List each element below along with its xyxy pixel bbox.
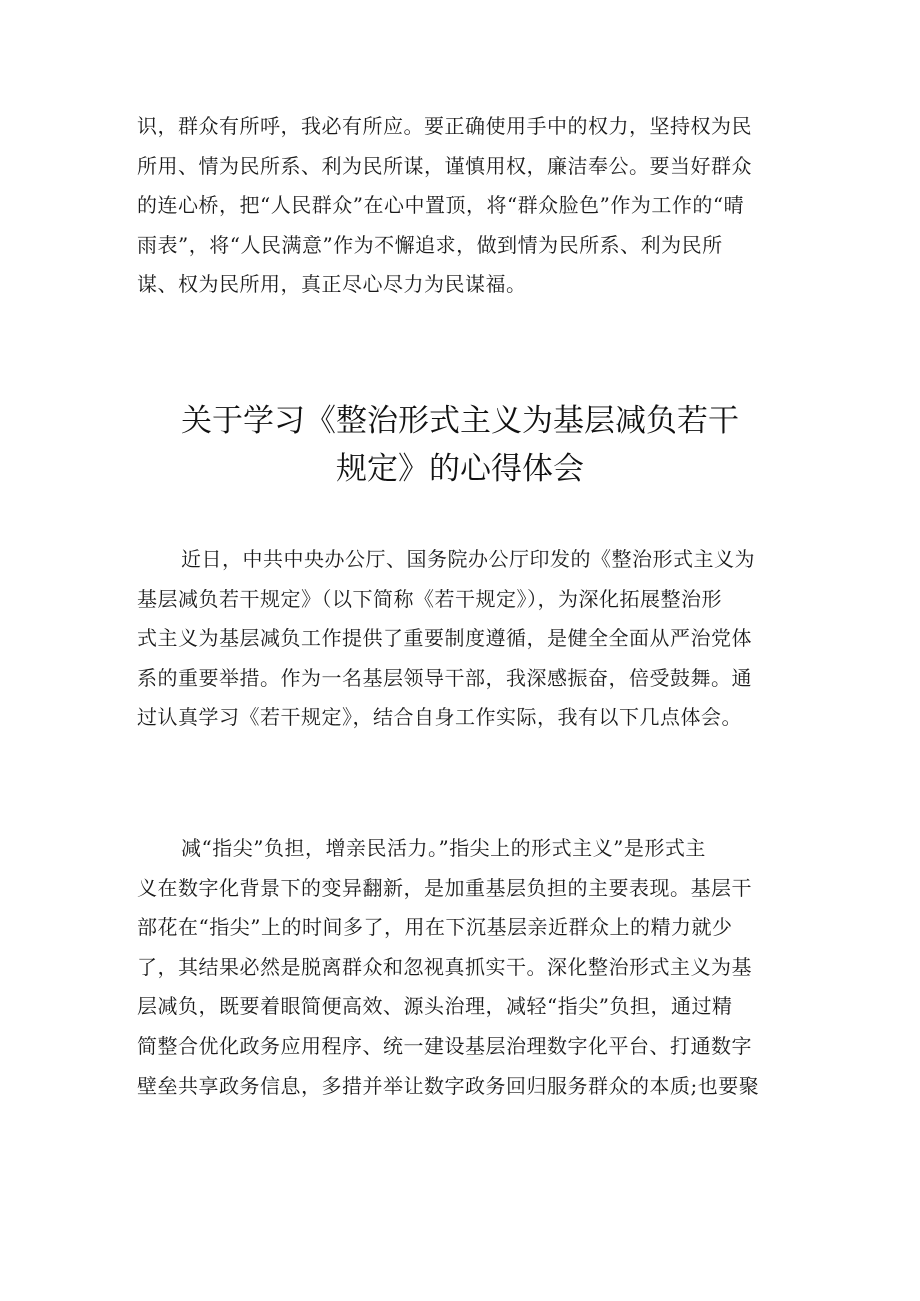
paragraph-line: 近日，中共中央办公厅、国务院办公厅印发的《整治形式主义为 bbox=[181, 547, 755, 571]
paragraph-line: 式主义为基层减负工作提供了重要制度遵循，是健全全面从严治党体 bbox=[137, 626, 752, 651]
title-line: 关于学习《整治形式主义为基层减负若干 bbox=[181, 403, 739, 439]
paragraph-intro bbox=[137, 540, 797, 738]
title-line: 规定》的心得体会 bbox=[336, 451, 584, 487]
paragraph-line: 基层减负若干规定》（以下简称《若干规定》），为深化拓展整治形 bbox=[137, 586, 722, 611]
paragraph-line: 义在数字化背景下的变异翻新，是加重基层负担的主要表现。基层干 bbox=[137, 875, 752, 900]
paragraph-line: 了，其结果必然是脱离群众和忽视真抓实干。深化整治形式主义为基 bbox=[137, 954, 752, 979]
paragraph-fingertip bbox=[137, 829, 797, 1106]
paragraph-line: 壁垒共享政务信息，多措并举让数字政务回归服务群众的本质;也要聚 bbox=[137, 1073, 760, 1098]
paragraph-line: 所用、情为民所系、利为民所谋，谨慎用权，廉洁奉公。要当好群众 bbox=[137, 153, 752, 178]
paragraph-continuation bbox=[137, 107, 797, 305]
paragraph-line: 减“指尖”负担，增亲民活力。”指尖上的形式主义”是形式主 bbox=[181, 836, 706, 860]
paragraph-line: 的连心桥，把“人民群众”在心中置顶，将“群众脸色”作为工作的“晴 bbox=[137, 193, 745, 218]
paragraph-line: 过认真学习《若干规定》，结合自身工作实际，我有以下几点体会。 bbox=[137, 705, 742, 730]
paragraph-line: 谋、权为民所用，真正尽心尽力为民谋福。 bbox=[137, 272, 527, 297]
paragraph-line: 系的重要举措。作为一名基层领导干部，我深感振奋，倍受鼓舞。通 bbox=[137, 665, 752, 690]
paragraph-line: 部花在“指尖”上的时间多了，用在下沉基层亲近群众上的精力就少 bbox=[137, 915, 733, 940]
paragraph-line: 简整合优化政务应用程序、统一建设基层治理数字化平台、打通数字 bbox=[137, 1033, 752, 1058]
paragraph-line: 识，群众有所呼，我必有所应。要正确使用手中的权力，坚持权为民 bbox=[137, 114, 752, 138]
paragraph-line: 雨表”，将“人民满意”作为不懈追求，做到情为民所系、利为民所 bbox=[137, 232, 723, 257]
document-title bbox=[100, 397, 820, 493]
paragraph-line: 层减负，既要着眼简便高效、源头治理，减轻“指尖”负担，通过精 bbox=[137, 994, 733, 1019]
